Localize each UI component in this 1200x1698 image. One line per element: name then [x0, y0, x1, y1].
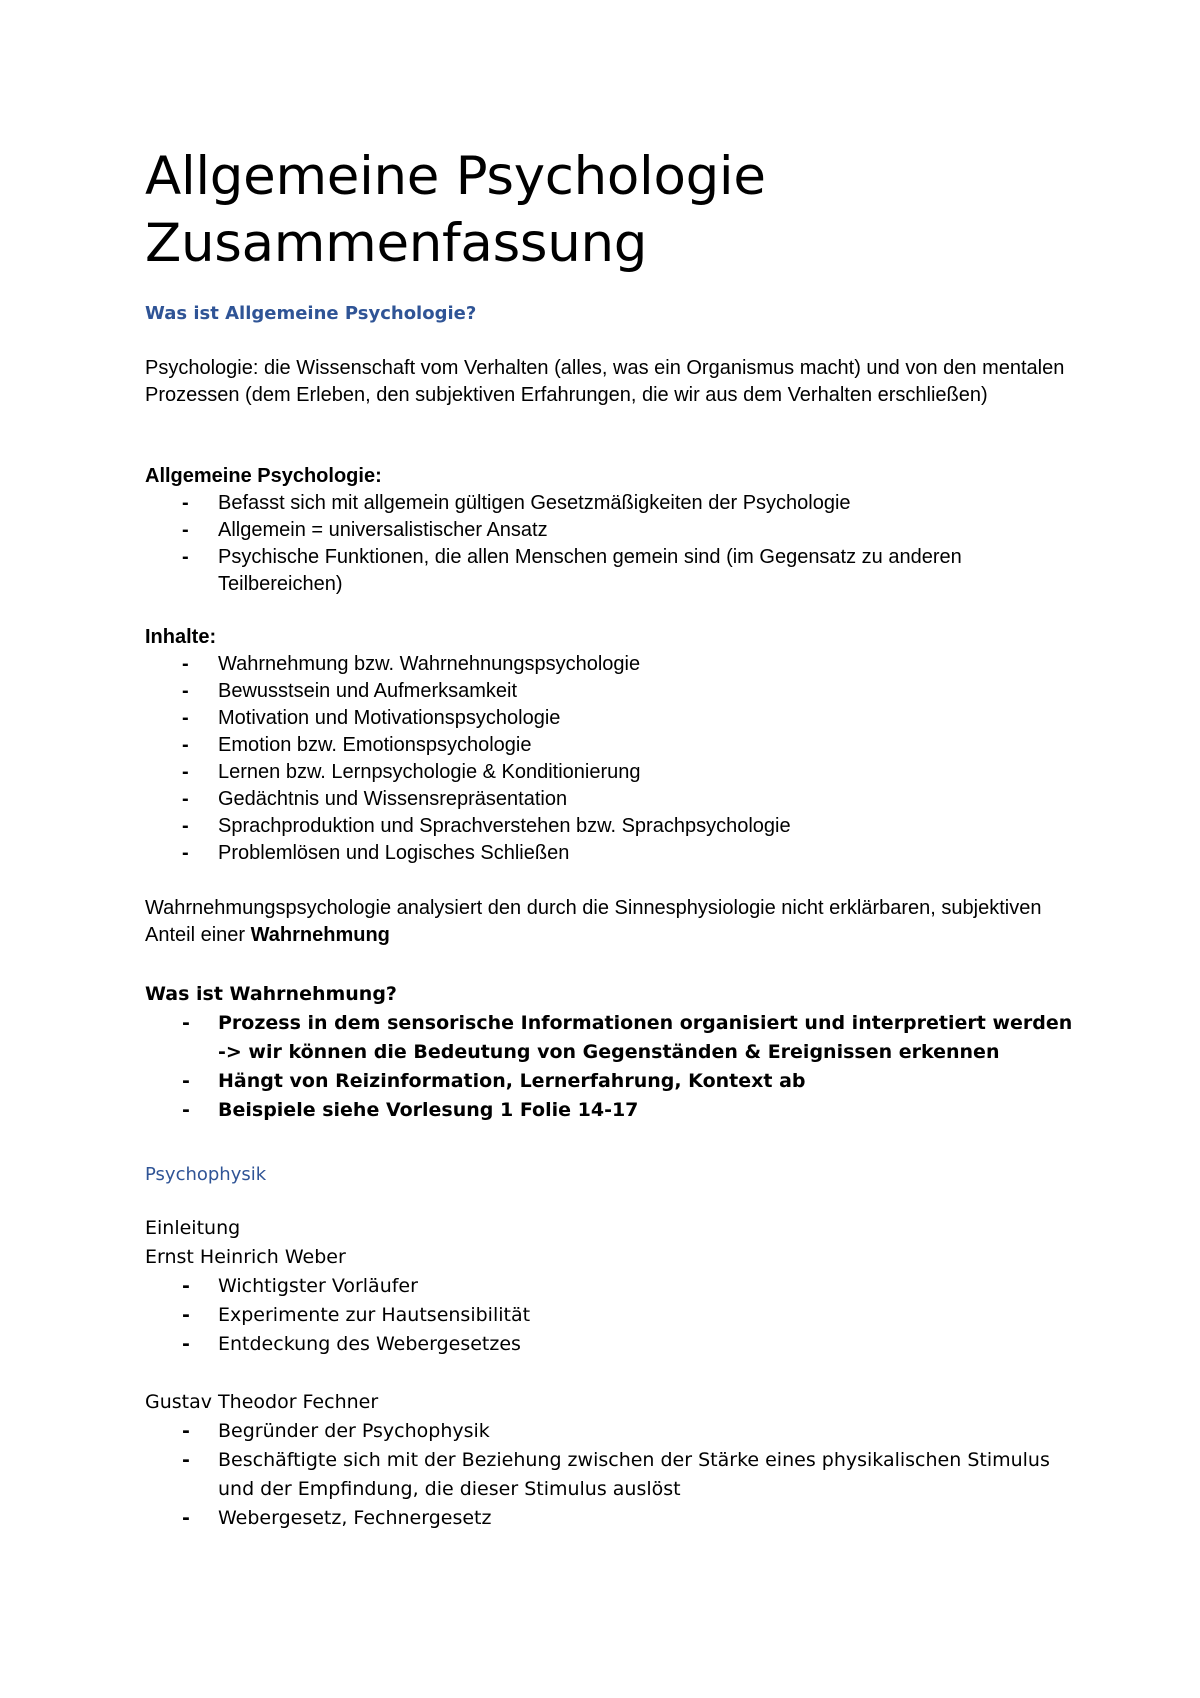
list-item: - Emotion bzw. Emotionspsychologie [145, 732, 1075, 759]
psychologie-definition: Psychologie: die Wissenschaft vom Verhalten (alles, was ein Organismus macht) und von den mentalen Prozessen (dem Erleben, den subjektiven Erfahrungen, die wir aus dem Verhalten erschließen) [145, 357, 1065, 406]
list-item: - Psychische Funktionen, die allen Menschen gemein sind (im Gegensatz zu anderen Teilbereichen) [145, 544, 1075, 598]
weber-list [145, 1272, 1075, 1359]
heading-was-ist-allgemeine-psychologie: Was ist Allgemeine Psychologie? [145, 303, 477, 324]
list-item: - Begründer der Psychophysik [145, 1417, 1075, 1446]
allgemeine-psychologie-list [145, 490, 1075, 598]
weber-name: Ernst Heinrich Weber [145, 1246, 346, 1268]
allgemeine-psychologie-label: Allgemeine Psychologie: [145, 465, 382, 487]
list-item: - Beispiele siehe Vorlesung 1 Folie 14-17 [145, 1096, 1075, 1125]
list-item: - Bewusstsein und Aufmerksamkeit [145, 678, 1075, 705]
fechner-list [145, 1417, 1075, 1533]
title-line-1: Allgemeine Psychologie [145, 146, 766, 207]
inhalte-block [145, 624, 1075, 867]
list-item: - Webergesetz, Fechnergesetz [145, 1504, 1075, 1533]
list-item: - Wahrnehmung bzw. Wahrnehnungspsychologie [145, 651, 1075, 678]
list-item: - Problemlösen und Logisches Schließen [145, 840, 1075, 867]
list-item: - Befasst sich mit allgemein gültigen Gesetzmäßigkeiten der Psychologie [145, 490, 1075, 517]
list-item: - Gedächtnis und Wissensrepräsentation [145, 786, 1075, 813]
wahrnehmung-block [145, 980, 1075, 1125]
fechner-name: Gustav Theodor Fechner [145, 1391, 379, 1413]
list-item: - Beschäftigte sich mit der Beziehung zwischen der Stärke eines physikalischen Stimulus und der Empfindung, die dieser Stimulus auslöst [145, 1446, 1075, 1504]
wahrnehmungspsychologie-paragraph: Wahrnehmungspsychologie analysiert den durch die Sinnesphysiologie nicht erklärbaren, subjektiven Anteil einer Wahrnehmung [145, 897, 1042, 946]
document-title [145, 143, 766, 277]
list-item: - Sprachproduktion und Sprachverstehen bzw. Sprachpsychologie [145, 813, 1075, 840]
title-line-2: Zusammenfassung [145, 213, 648, 274]
list-item: - Motivation und Motivationspsychologie [145, 705, 1075, 732]
heading-was-ist-wahrnehmung: Was ist Wahrnehmung? [145, 983, 397, 1005]
wahrnehmung-emphasis: Wahrnehmung [250, 924, 390, 946]
weber-block [145, 1214, 1075, 1359]
einleitung-heading: Einleitung [145, 1217, 241, 1239]
heading-psychophysik: Psychophysik [145, 1164, 267, 1185]
inhalte-label: Inhalte: [145, 626, 217, 648]
fechner-block [145, 1388, 1075, 1533]
list-item: - Experimente zur Hautsensibilität [145, 1301, 1075, 1330]
list-item: - Allgemein = universalistischer Ansatz [145, 517, 1075, 544]
list-item: - Entdeckung des Webergesetzes [145, 1330, 1075, 1359]
list-item: - Wichtigster Vorläufer [145, 1272, 1075, 1301]
inhalte-list [145, 651, 1075, 867]
list-item: - Hängt von Reizinformation, Lernerfahrung, Kontext ab [145, 1067, 1075, 1096]
list-item: - Prozess in dem sensorische Informationen organisiert und interpretiert werden -> wir können die Bedeutung von Gegenständen & Ereignissen erkennen [145, 1009, 1075, 1067]
wahrnehmung-list [145, 1009, 1075, 1125]
allgemeine-psychologie-block [145, 463, 1075, 598]
list-item: - Lernen bzw. Lernpsychologie & Konditionierung [145, 759, 1075, 786]
